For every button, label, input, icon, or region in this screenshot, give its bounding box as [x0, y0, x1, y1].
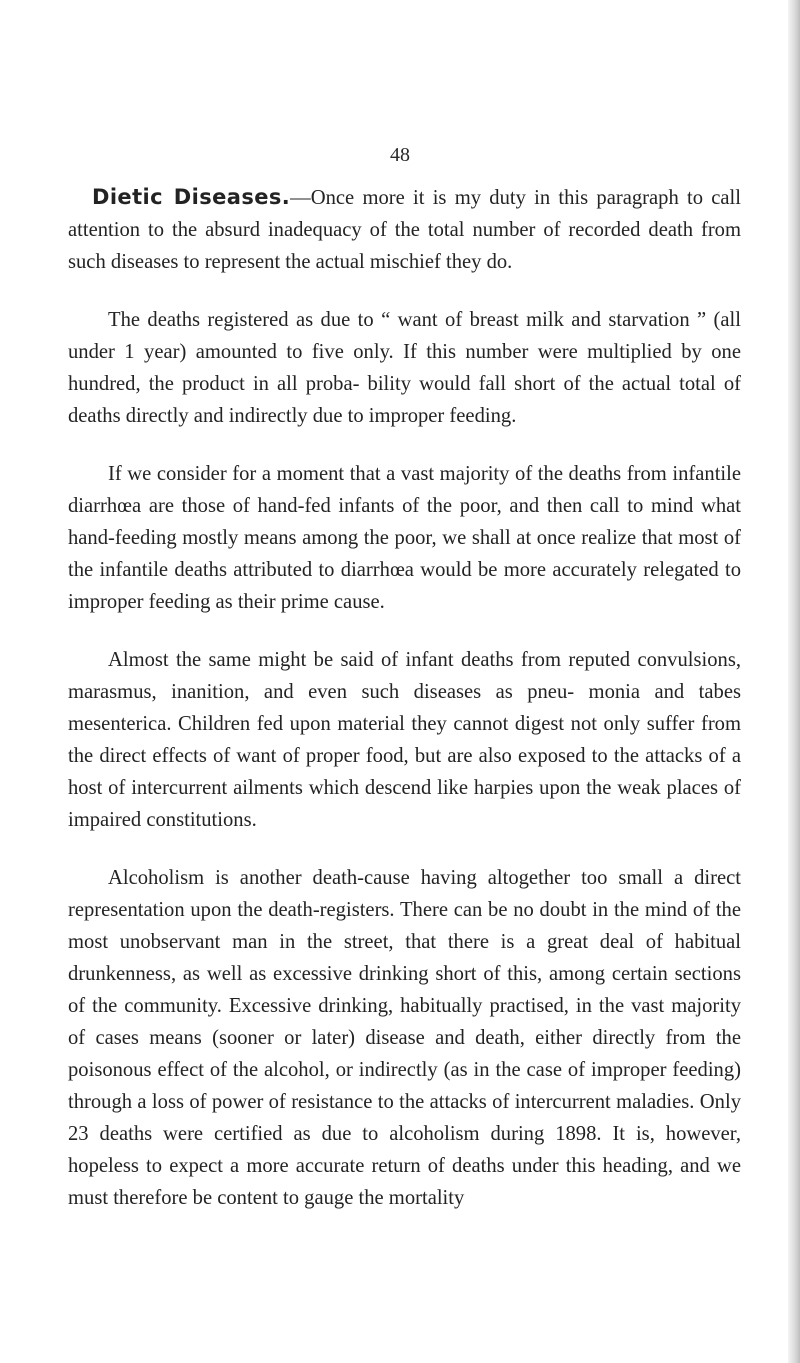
paragraph-5: Alcoholism is another death-cause having altogether too small a direct representation upon the death-registers. There can be no doubt in the mind of the most unobservant man in the street, that there is a great deal of habitual drunkenness, as well as excessive drinking short of this, among certain sections of the community. Excessive drinking, habitually practised, in the vast majority of cases means (sooner or later) disease and death, either directly from the poisonous effect of the alcohol, or indirectly (as in the case of improper feeding) through a loss of power of resistance to the attacks of intercurrent maladies. Only 23 deaths were certified as due to alcoholism during 1898. It is, however, hopeless to expect a more accurate return of deaths under this heading, and we must therefore be content to gauge the mortality: [68, 867, 741, 1209]
paragraph-2: The deaths registered as due to “ want of breast milk and starvation ” (all under 1 year) amounted to five only. If this number were multiplied by one hundred, the product in all proba- bility would fall short of the actual total of deaths directly and indirectly due to improper feeding.: [68, 309, 741, 427]
section-heading: Dietic Diseases.: [92, 185, 291, 209]
page-edge-shadow: [788, 0, 800, 1363]
paragraph-1-text: —Once more it is my duty in this paragraph to call attention to the absurd inadequacy of the total number of recorded death from such diseases to represent the actual mischief they do.: [68, 187, 741, 273]
paragraph-3: If we consider for a moment that a vast majority of the deaths from infantile diarrhœa are those of hand-fed infants of the poor, and then call to mind what hand-feeding mostly means among the poor, we shall at once realize that most of the infantile deaths attributed to diarrhœa would be more accurately relegated to improper feeding as their prime cause.: [68, 463, 741, 613]
paragraph-4: Almost the same might be said of infant deaths from reputed convulsions, marasmus, inanition, and even such diseases as pneu- monia and tabes mesenterica. Children fed upon material they cannot digest not only suffer from the direct effects of want of proper food, but are also exposed to the attacks of a host of intercurrent ailments which descend like harpies upon the weak places of impaired constitutions.: [68, 649, 741, 831]
body-text: [68, 181, 741, 1240]
paragraph-1: [68, 181, 741, 278]
page-number: 48: [390, 144, 410, 166]
